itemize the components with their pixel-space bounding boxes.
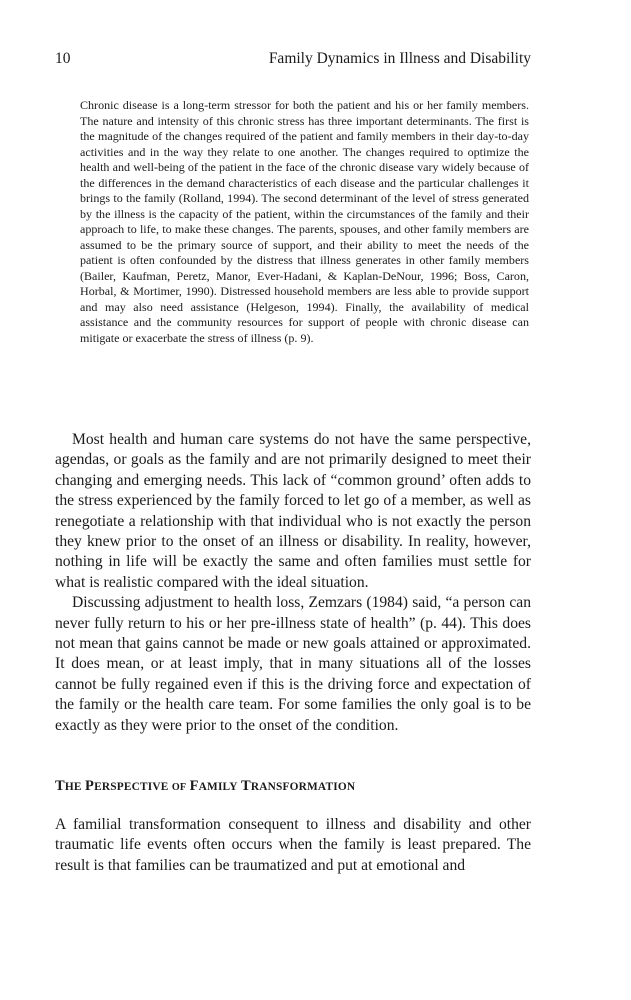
body-paragraph-1: Most health and human care systems do not have the same perspective, agendas, or goals as the family and are not primarily designed to meet their changing and emerging needs. This lack of “common ground’ often adds to the stress experienced by the family forced to let go of a member, as well as renegotiate a relationship with that individual who is not exactly the person they knew prior to the onset of an illness or disability. In reality, however, nothing in life will be exactly the same and often families must settle for what is realistic compared with the ideal situation.	[55, 431, 531, 591]
main-text	[55, 430, 531, 736]
page-number: 10	[55, 50, 71, 67]
section-text	[55, 815, 531, 876]
section-heading: THE PERSPECTIVE OF FAMILY TRANSFORMATION	[55, 778, 356, 794]
running-header	[55, 50, 531, 68]
body-paragraph-2: Discussing adjustment to health loss, Zemzars (1984) said, “a person can never fully return to his or her pre-illness state of health” (p. 44). This does not mean that gains cannot be made or new goals attained or approximated. It does mean, or at least imply, that in many situations all of the losses cannot be fully regained even if this is the driving force and expectation of the family or the health care team. For some families the only goal is to be exactly as they were prior to the onset of the condition.	[55, 594, 531, 734]
block-quote: Chronic disease is a long-term stressor for both the patient and his or her family members. The nature and intensity of this chronic stress has three important determinants. The first is the magnitude of the changes required of the patient and family members in their day-to-day activities and in the way they relate to one another. The changes required to optimize the health and well-being of the patient in the face of the chronic disease vary widely because of the differences in the demand characteristics of each disease and the particular challenges it brings to the family (Rolland, 1994). The second determinant of the level of stress generated by the illness is the capacity of the patient, within the circumstances of the family and their approach to life, to make these changes. The parents, spouses, and other family members are assumed to be the primary source of support, and their ability to meet the needs of the patient is often confounded by the distress that illness generates in other family members (Bailer, Kaufman, Peretz, Manor, Ever-Hadani, & Kaplan-DeNour, 1996; Boss, Caron, Horbal, & Mortimer, 1990). Distressed household members are less able to provide support and may also need assistance (Helgeson, 1994). Finally, the availability of medical assistance and the community resources for support of people with chronic disease can mitigate or exacerbate the stress of illness (p. 9).	[80, 98, 529, 345]
section-paragraph: A familial transformation consequent to illness and disability and other traumatic life events often occurs when the family is least prepared. The result is that families can be traumatized and put at emotional and	[55, 816, 531, 874]
running-title: Family Dynamics in Illness and Disability	[268, 50, 531, 67]
